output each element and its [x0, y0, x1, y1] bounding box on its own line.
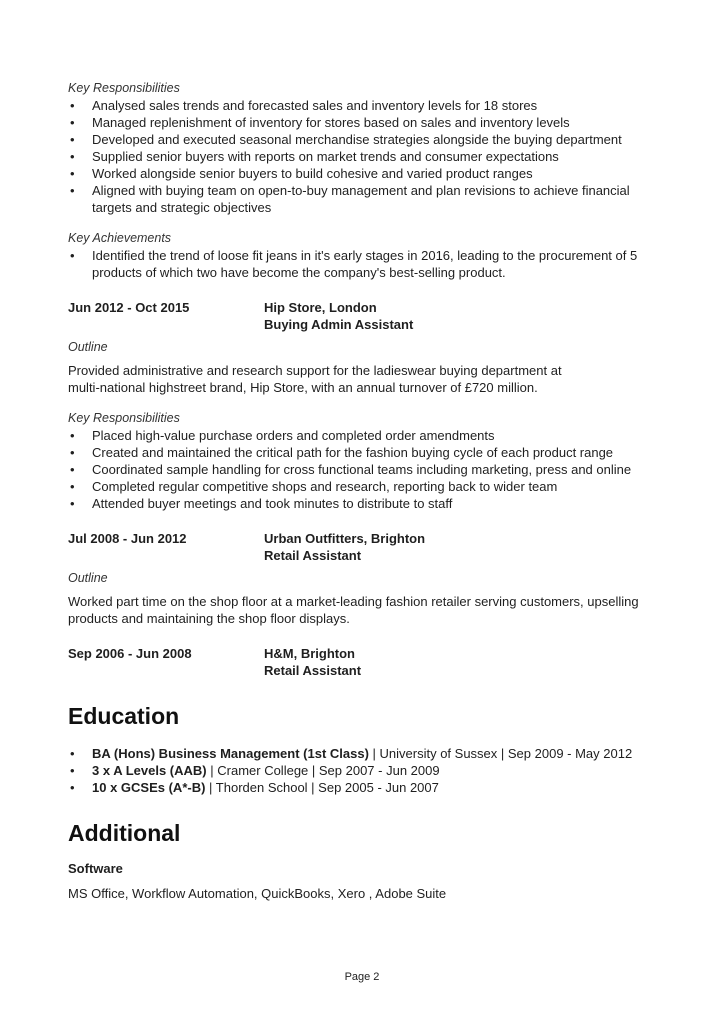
- job1-achievements-heading: Key Achievements: [68, 231, 172, 245]
- list-item: • Attended buyer meetings and took minutes to distribute to staff: [68, 495, 668, 512]
- education-details: | Thorden School | Sep 2005 - Jun 2007: [205, 780, 439, 795]
- education-title: Education: [68, 703, 180, 729]
- job4-header: [68, 645, 668, 679]
- list-item: • Supplied senior buyers with reports on market trends and consumer expectations: [68, 148, 668, 165]
- job4-company: H&M, Brighton: [264, 646, 355, 661]
- education-list: [68, 745, 668, 796]
- list-item: • Developed and executed seasonal merchandise strategies alongside the buying department: [68, 131, 668, 148]
- resume-page: [68, 80, 668, 902]
- job1-achievements-list: [68, 247, 668, 281]
- job2-company: Hip Store, London: [264, 300, 377, 315]
- education-qualification: 10 x GCSEs (A*-B): [92, 780, 206, 795]
- list-item: • Managed replenishment of inventory for stores based on sales and inventory levels: [68, 114, 668, 131]
- job3-role: Retail Assistant: [264, 548, 362, 563]
- job2-header: [68, 299, 668, 333]
- list-item: [68, 762, 668, 779]
- job3-outline: Worked part time on the shop floor at a market-leading fashion retailer serving customers, upselling products and maintaining the shop floor displays.: [68, 594, 639, 626]
- job1-responsibilities-heading: Key Responsibilities: [68, 81, 180, 95]
- job2-responsibilities-list: [68, 427, 668, 512]
- job2-dates: Jun 2012 - Oct 2015: [68, 300, 190, 315]
- list-item: • Coordinated sample handling for cross functional teams including marketing, press and online: [68, 461, 668, 478]
- list-item: [68, 779, 668, 796]
- list-item: • Aligned with buying team on open-to-buy management and plan revisions to achieve financial targets and strategic objectives: [68, 182, 668, 216]
- software-heading: Software: [68, 861, 123, 876]
- list-item: • Worked alongside senior buyers to build cohesive and varied product ranges: [68, 165, 668, 182]
- education-qualification: 3 x A Levels (AAB): [92, 763, 207, 778]
- job3-dates: Jul 2008 - Jun 2012: [68, 531, 187, 546]
- job2-role: Buying Admin Assistant: [264, 317, 414, 332]
- additional-title: Additional: [68, 820, 181, 846]
- job4-role: Retail Assistant: [264, 663, 362, 678]
- job4-dates: Sep 2006 - Jun 2008: [68, 646, 192, 661]
- education-details: | Cramer College | Sep 2007 - Jun 2009: [206, 763, 440, 778]
- software-list: MS Office, Workflow Automation, QuickBooks, Xero , Adobe Suite: [68, 886, 447, 901]
- job2-outline: Provided administrative and research support for the ladieswear buying department at multi-national highstreet brand, Hip Store, with an annual turnover of £720 million.: [68, 363, 562, 395]
- list-item: • Placed high-value purchase orders and completed order amendments: [68, 427, 668, 444]
- job1-responsibilities-list: [68, 97, 668, 216]
- job3-company: Urban Outfitters, Brighton: [264, 531, 426, 546]
- list-item: • Identified the trend of loose fit jeans in it's early stages in 2016, leading to the procurement of 5 products of which two have become the company's best-selling product.: [68, 247, 668, 281]
- job2-outline-heading: Outline: [68, 340, 108, 354]
- list-item: • Completed regular competitive shops and research, reporting back to wider team: [68, 478, 668, 495]
- list-item: • Created and maintained the critical path for the fashion buying cycle of each product range: [68, 444, 668, 461]
- page-number: Page 2: [344, 971, 380, 983]
- job3-outline-heading: Outline: [68, 571, 108, 585]
- job3-header: [68, 530, 668, 564]
- education-qualification: BA (Hons) Business Management (1st Class): [92, 746, 369, 761]
- education-details: | University of Sussex | Sep 2009 - May 2012: [368, 746, 633, 761]
- job2-responsibilities-heading: Key Responsibilities: [68, 411, 180, 425]
- list-item: [68, 745, 668, 762]
- list-item: • Analysed sales trends and forecasted sales and inventory levels for 18 stores: [68, 97, 668, 114]
